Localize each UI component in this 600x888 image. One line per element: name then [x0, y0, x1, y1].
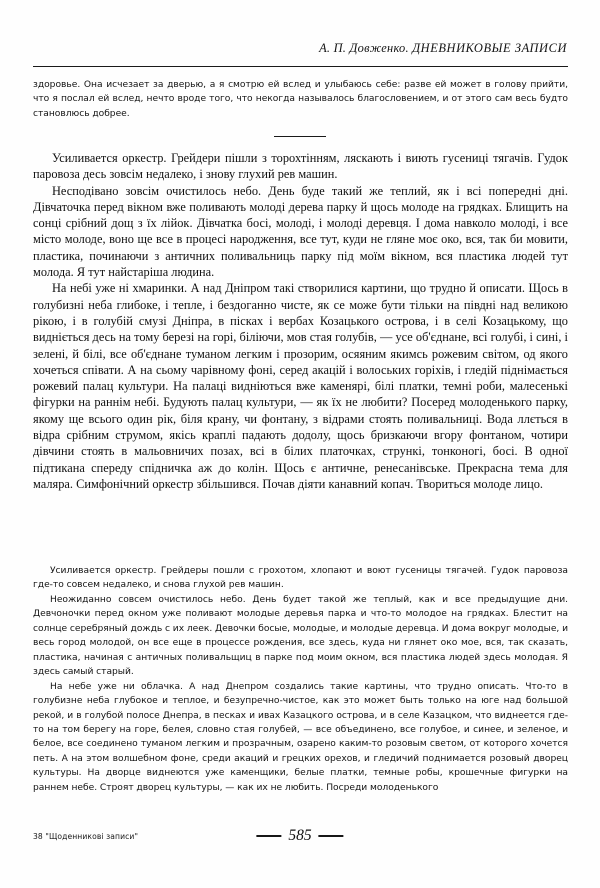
ukrainian-text-block — [33, 150, 568, 492]
page-number: 585 — [288, 827, 312, 844]
continuation-paragraph-block — [33, 78, 568, 121]
folio-dash-right — [319, 835, 344, 836]
paragraph: Усиливается оркестр. Грейдери пішли з торохтінням, ляскають і виють гусениці тягачів. Гудок паровоза десь зовсім недалеко, і знову глухий рев машин. — [33, 151, 568, 182]
paragraph: Усиливается оркестр. Грейдеры пошли с грохотом, хлопают и воют гусеницы тягачей. Гудок паровоза где-то совсем недалеко, и снова глухой рев машин. — [33, 566, 568, 591]
paragraph: Несподівано зовсім очистилось небо. День буде такий же теплий, як і всі попередні дні. Дівчаточка перед вікном вже поливають молоді дерева парку й щось молоде на грядках. Блищить на сонці срібний дощ з їх лійок. Дівчатка босі, молоді, і молоді деревця. І дома навколо молоді, і все місто молоде, воно ще все в процесі народження, все тут, куди не гляне моє око, вся, так би мовити, пластика, починаючи з античних поливальниць парку під моїм вікном, вся пластика людей тут молода. Я тут найстаріша людина. — [33, 183, 568, 280]
russian-translation-block — [33, 564, 568, 795]
paragraph: На небе уже ни облачка. А над Днепром создались такие картины, что трудно описать. Что-то в голубизне неба глубокое и теплое, и безупречно-чистое, как это может быть только на юге над большой рекой, и в голубой полосе Днепра, в песках и ивах Казацкого острова, и в селе Казацком, что виднеется где-то на том берегу на горе, белея, словно стая голубей, — все объединено, все голубое, и синее, и зеленое, и белое, все соединено туманом легким и прозрачным, озарено каким-то розовым светом, от которого хочется петь. А на этом волшебном фоне, среди акаций и грецких орехов, и гледичий поднимается розовый дворец культуры. На дворце виднеются уже каменщики, белые платки, темные робы, крошечные фигурки на раннем небе. Строят дворец культуры, — как их не любить. Посреди молоденького — [33, 681, 568, 793]
folio — [256, 827, 343, 845]
running-head-author: А. П. Довженко. — [319, 41, 409, 55]
signature-mark: 38 "Щоденникові записи" — [33, 832, 139, 841]
paragraph: здоровье. Она исчезает за дверью, а я смотрю ей вслед и улыбаюсь себе: разве ей может в голову прийти, что я послал ей вслед, нечто вроде того, что некогда называлось благословением, и от этого сам весь будто становлюсь добрее. — [33, 80, 568, 119]
paragraph: На небі уже ні хмаринки. А над Дніпром такі створилися картини, що трудно й описати. Щось в голубизні неба глибоке, і тепле, і бездоганно чисте, як се може бути тільки на півдні над великою рікою, і в голубій смузі Дніпра, в пісках і вербах Козацького острова, і в селі Козацькому, що виднієтьcя десь на тому березі на горі, біліючи, мов стая голубів, — усе об'єднане, всі голубі, і сині, і зелені, й білі, все об'єднане туманом легким і прозорим, осяяним якимсь рожевим світом, од якого хочеться співати. А на сьому чарівному фоні, серед акацій і волоських горіхів, і гледій піднімається рожевий палац культури. На палаці видніються вже каменярі, білі платки, темні роби, малесенькі фігурки на раннім небі. Будують палац культури, — як їх не любити? Посеред молоденького парку, якому ще всього один рік, біля крану, чи фонтану, з відрами стоять поливальниці. Вода ллється в відра срібним струмом, якісь краплі падають додолу, щось бризкаючи вгору фонтаном, чотири дівчини стоять в мальовничих позах, всі в білих платочках, стрункі, тонконогі, босі. В одної підтикана спереду спідничка аж до колін. Щось є античне, ренесанівське. Прекрасна тема для маляра. Симфонічний оркестр збільшився. Почав діяти канавний копач. Твориться молоде лицо. — [33, 281, 568, 491]
page-footer — [33, 827, 567, 850]
folio-dash-left — [256, 835, 281, 836]
running-head — [33, 41, 567, 56]
running-head-title: ДНЕВНИКОВЫЕ ЗАПИСИ — [412, 41, 567, 55]
header-rule — [33, 66, 568, 67]
paragraph: Неожиданно совсем очистилось небо. День будет такой же теплый, как и все предыдущие дни. Девчоночки перед окном уже поливают молодые деревья парка и что-то молодое на грядках. Блестит на солнце серебряный дождь с их леек. Девочки босые, молодые, и молодые деревца. И дома вокруг молодые, и весь город молодой, он все еще в процессе рождения, все здесь, куда ни глянет око мое, вся, так сказать, пластика, начиная с античных поливальщиц в парке под моим окном, вся пластика людей здесь молодая. Я здесь самый старый. — [33, 594, 568, 678]
section-separator-rule — [274, 136, 326, 137]
